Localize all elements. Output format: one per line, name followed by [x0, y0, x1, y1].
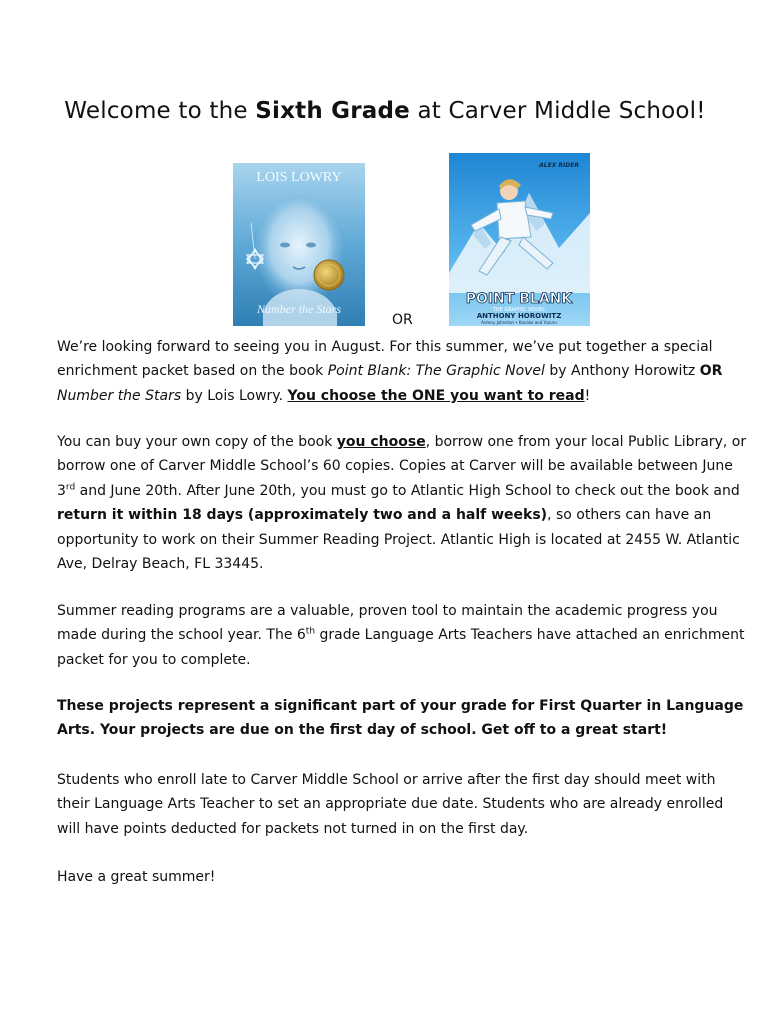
p3-text-b: grade Language Arts Teachers have attached an enrichment packet for you to complete.	[57, 627, 745, 668]
title-bold: Sixth Grade	[255, 98, 410, 124]
number-the-stars-cover	[233, 163, 365, 326]
pb-series: ALEX RIDER	[539, 162, 579, 169]
or-label: OR	[392, 312, 413, 328]
paragraph-copies	[57, 430, 747, 576]
p2-text-b: , borrow one from your local Public Library, or borrow one of Carver Middle School’s 60 copies. Copies at Carver will be available between June 3	[57, 434, 747, 499]
p3-superscript: th	[305, 626, 316, 637]
p2-text-c: and June 20th. After June 20th, you must go to Atlantic High School to check out the book and	[75, 482, 740, 499]
closing-line: Have a great summer!	[57, 869, 216, 885]
p1-or: OR	[699, 363, 723, 380]
p2-text-d: , so others can have an opportunity to work on their Summer Reading Project. Atlantic High is located at 2455 W. Atlantic Ave, Delray Beach, FL 33445.	[57, 507, 740, 573]
paragraph-intro	[57, 335, 747, 408]
title-suffix: at Carver Middle School!	[409, 98, 706, 124]
you-choose-emphasis: you choose	[336, 434, 426, 450]
return-deadline-emphasis: return it within 18 days (approximately two and a half weeks)	[57, 507, 548, 524]
book-title-point-blank: Point Blank: The Graphic Novel	[327, 363, 545, 380]
pb-credits: Antony Johnston • Kanako and Yuzuru	[481, 320, 557, 325]
paragraph-late-enrollment: Students who enroll late to Carver Middle School or arrive after the first day should meet with their Language Arts Teacher to set an appropriate due date. Students who are already enrolled will have points deducted for packets not turned in on the first day.	[57, 772, 724, 837]
pb-author: ANTHONY HOROWITZ	[476, 312, 562, 320]
page-title	[0, 98, 770, 124]
p1-text-d: by Lois Lowry.	[181, 387, 288, 404]
nts-author: LOIS LOWRY	[256, 170, 342, 185]
paragraph-programs	[57, 599, 747, 672]
p1-text-a: We’re looking forward to seeing you in August. For this summer, we’ve put together a special enrichment packet based on the book	[57, 339, 713, 380]
paragraph-grade-notice: These projects represent a significant part of your grade for First Quarter in Language Arts. Your projects are due on the first day of school. Get off to a great start!	[57, 698, 744, 739]
p1-text-b: by Anthony Horowitz	[544, 363, 700, 380]
book-title-number-the-stars: Number the Stars	[57, 387, 182, 404]
choose-one-emphasis: You choose the ONE you want to read	[287, 387, 585, 404]
p2-superscript: rd	[65, 482, 76, 493]
p1-text-e: !	[584, 387, 591, 404]
pb-title: POINT BLANK	[465, 291, 573, 307]
p2-text-a: You can buy your own copy of the book	[57, 434, 337, 450]
nts-title: Number the Stars	[257, 302, 341, 316]
pb-subtitle: THE GRAPHIC NOVEL	[492, 307, 546, 313]
point-blank-cover	[449, 153, 590, 326]
title-prefix: Welcome to the	[64, 98, 256, 124]
p3-text-a: Summer reading programs are a valuable, proven tool to maintain the academic progress you made during the school year. The 6	[57, 603, 718, 644]
